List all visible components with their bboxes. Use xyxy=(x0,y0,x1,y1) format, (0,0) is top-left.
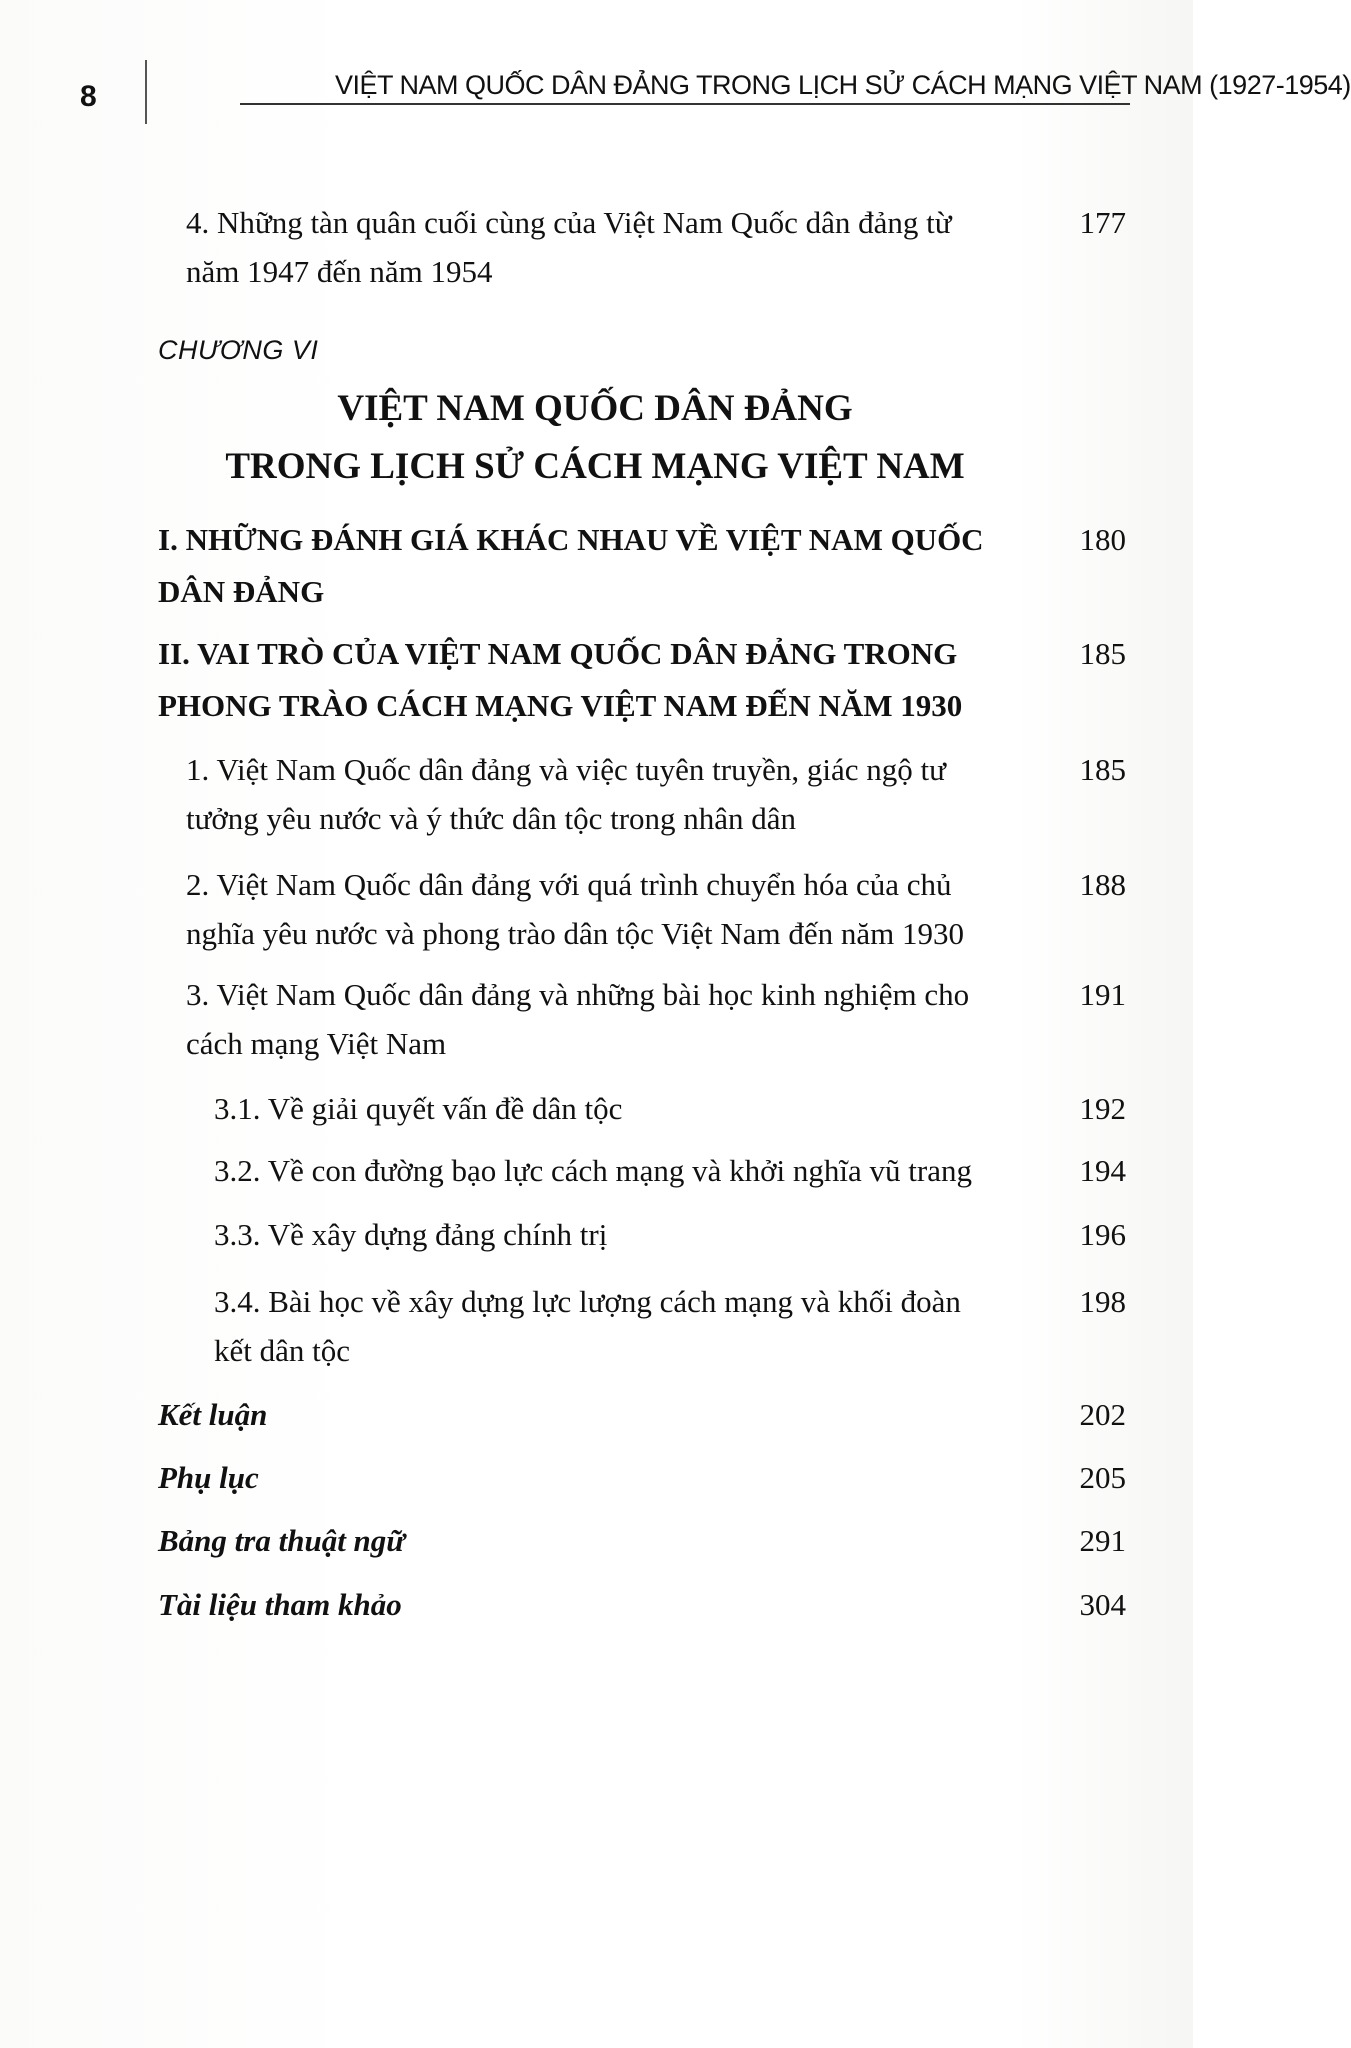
toc-page-number: 291 xyxy=(1079,1523,1126,1558)
toc-entry-text-line1: 3.2. Về con đường bạo lực cách mạng và khởi nghĩa vũ trang xyxy=(214,1153,972,1188)
toc-page-number: 177 xyxy=(1079,205,1126,240)
toc-entry-text-line2: tưởng yêu nước và ý thức dân tộc trong nhân dân xyxy=(186,801,797,836)
page-number: 8 xyxy=(80,80,97,113)
toc-backmatter-entry xyxy=(158,1390,1126,1439)
toc-entry-text-line1: 3.3. Về xây dựng đảng chính trị xyxy=(214,1217,608,1252)
toc-page-number: 185 xyxy=(1079,636,1126,671)
toc-entry xyxy=(186,860,1126,958)
toc-section-entry xyxy=(158,514,1126,618)
toc-entry-text-line1: Tài liệu tham khảo xyxy=(158,1587,402,1622)
toc-entry-text-line1: 2. Việt Nam Quốc dân đảng với quá trình chuyển hóa của chủ xyxy=(186,867,952,902)
toc-subentry xyxy=(214,1146,1126,1195)
toc-page-number: 304 xyxy=(1079,1587,1126,1622)
toc-entry xyxy=(186,970,1126,1068)
toc-backmatter-entry xyxy=(158,1453,1126,1502)
toc-entry-text-line2: cách mạng Việt Nam xyxy=(186,1026,447,1061)
toc-subentry xyxy=(214,1277,1126,1375)
toc-entry xyxy=(186,745,1126,843)
toc-page-number: 192 xyxy=(1079,1091,1126,1126)
toc-subentry xyxy=(214,1210,1126,1259)
toc-entry-text-line1: 1. Việt Nam Quốc dân đảng và việc tuyên truyền, giác ngộ tư xyxy=(186,752,946,787)
toc-page-number: 202 xyxy=(1079,1397,1126,1432)
toc-entry-text-line1: Phụ lục xyxy=(158,1460,259,1495)
toc-subentry xyxy=(214,1084,1126,1133)
toc-entry-text-line2: DÂN ĐẢNG xyxy=(158,574,325,609)
chapter-title-line2: TRONG LỊCH SỬ CÁCH MẠNG VIỆT NAM xyxy=(225,446,965,487)
toc-page-number: 191 xyxy=(1079,977,1126,1012)
toc-entry-text-line2: năm 1947 đến năm 1954 xyxy=(186,254,493,289)
toc-page-number: 180 xyxy=(1079,522,1126,557)
toc-page-number: 196 xyxy=(1079,1217,1126,1252)
toc-entry-text-line2: PHONG TRÀO CÁCH MẠNG VIỆT NAM ĐẾN NĂM 1930 xyxy=(158,688,963,723)
toc-entry-text-line1: Bảng tra thuật ngữ xyxy=(158,1523,405,1558)
toc-entry-text-line1: 3.1. Về giải quyết vấn đề dân tộc xyxy=(214,1091,623,1126)
header-rule xyxy=(240,103,1130,105)
header-divider xyxy=(145,60,147,124)
toc-entry xyxy=(186,198,1126,296)
toc-page-number: 188 xyxy=(1079,867,1126,902)
toc-page-number: 185 xyxy=(1079,752,1126,787)
chapter-label: CHƯƠNG VI xyxy=(158,335,319,365)
toc-entry-text-line1: Kết luận xyxy=(158,1397,268,1432)
running-head: VIỆT NAM QUỐC DÂN ĐẢNG TRONG LỊCH SỬ CÁCH MẠNG VIỆT NAM (1927-1954) xyxy=(335,70,1351,100)
toc-section-entry xyxy=(158,628,1126,732)
toc-page-number: 198 xyxy=(1079,1284,1126,1319)
toc-backmatter-entry xyxy=(158,1580,1126,1629)
chapter-title-line1: VIỆT NAM QUỐC DÂN ĐẢNG xyxy=(337,388,853,429)
toc-entry-text-line1: I. NHỮNG ĐÁNH GIÁ KHÁC NHAU VỀ VIỆT NAM QUỐC xyxy=(158,522,984,557)
toc-entry-text-line1: 4. Những tàn quân cuối cùng của Việt Nam Quốc dân đảng từ xyxy=(186,205,952,240)
toc-page-number: 205 xyxy=(1079,1460,1126,1495)
toc-entry-text-line1: 3. Việt Nam Quốc dân đảng và những bài học kinh nghiệm cho xyxy=(186,977,970,1012)
toc-backmatter-entry xyxy=(158,1516,1126,1565)
toc-entry-text-line2: nghĩa yêu nước và phong trào dân tộc Việt Nam đến năm 1930 xyxy=(186,916,965,951)
toc-page-number: 194 xyxy=(1079,1153,1126,1188)
toc-entry-text-line1: II. VAI TRÒ CỦA VIỆT NAM QUỐC DÂN ĐẢNG TRONG xyxy=(158,636,958,671)
toc-entry-text-line2: kết dân tộc xyxy=(214,1333,351,1368)
toc-entry-text-line1: 3.4. Bài học về xây dựng lực lượng cách mạng và khối đoàn xyxy=(214,1284,961,1319)
